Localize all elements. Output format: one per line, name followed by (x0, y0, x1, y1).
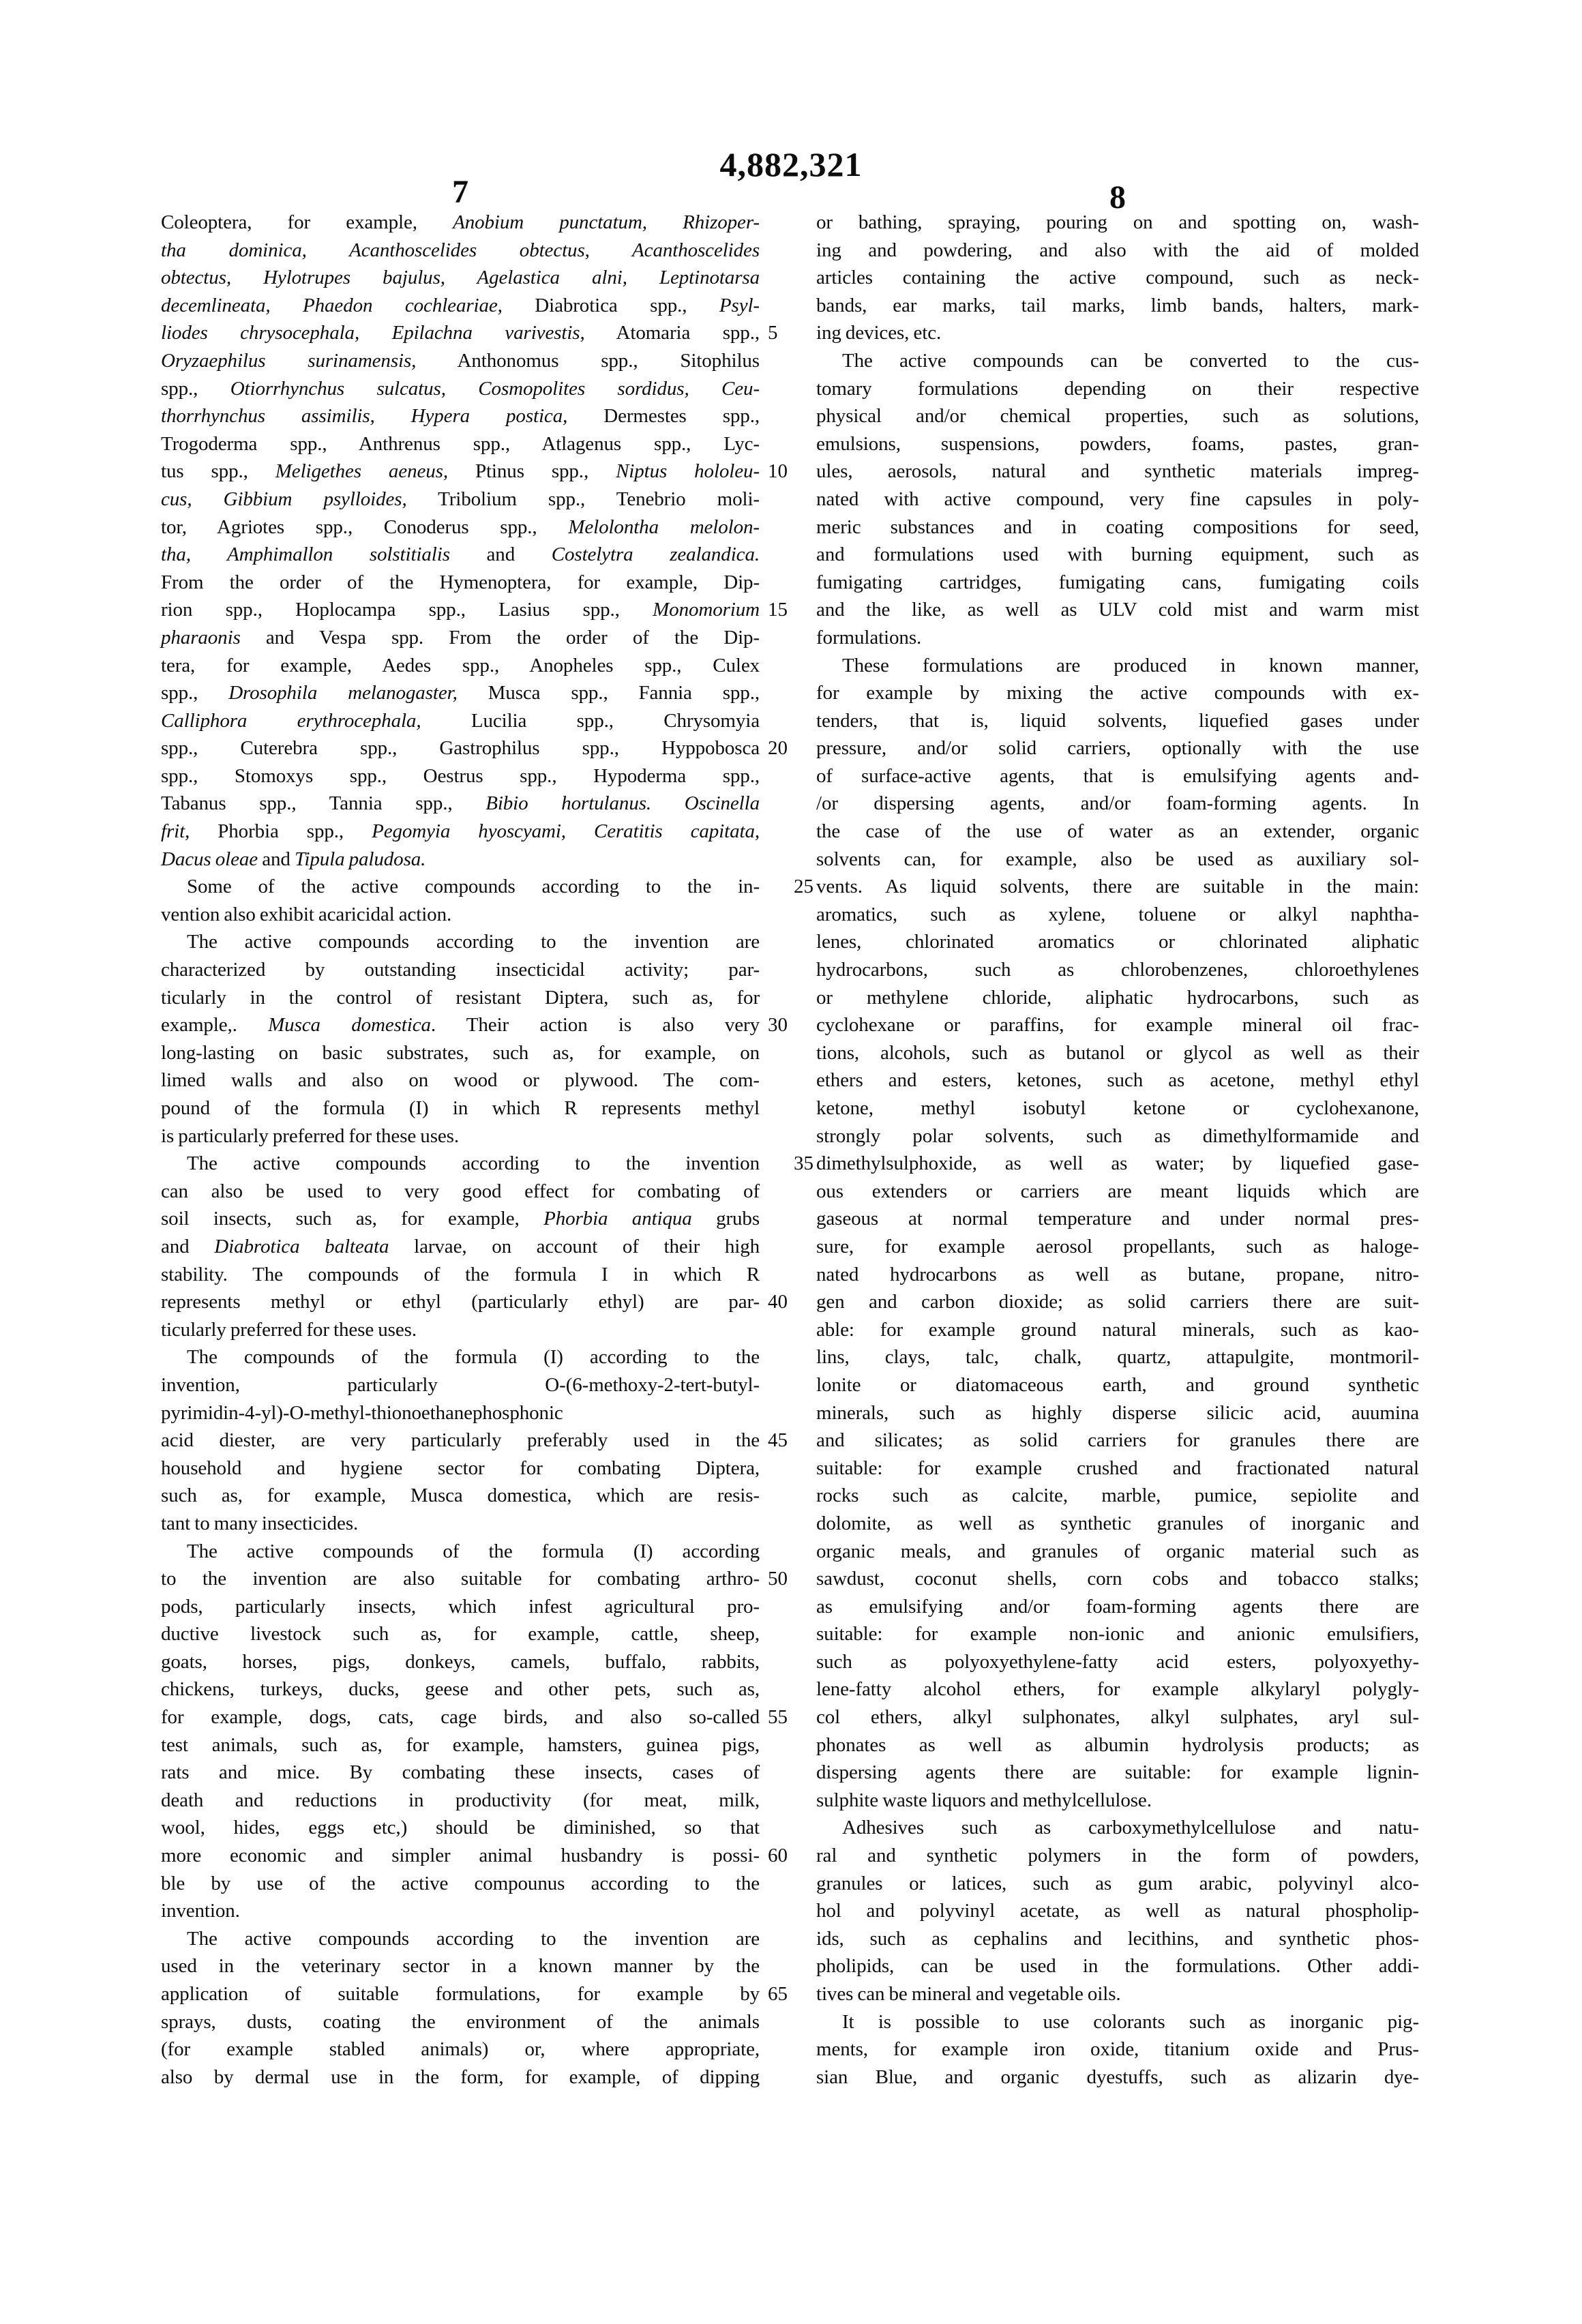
text-line: pharaonis and Vespa spp. From the order of the Dip- (161, 626, 760, 649)
text-line: able: for example ground natural minerals, such as kao- (816, 1318, 1419, 1341)
text-line: used in the veterinary sector in a known manner by the (161, 1955, 760, 1978)
text-line: pyrimidin-4-yl)-O-methyl-thionoethanephosphonic (161, 1401, 563, 1424)
text-line: Tabanus spp., Tannia spp., Bibio hortulanus. Oscinella (161, 792, 760, 815)
text-line: the case of the use of water as an extender, organic (816, 820, 1419, 843)
paragraph (161, 1150, 814, 1343)
text-line: meric substances and in coating compositions for seed, (816, 516, 1419, 538)
text-line: physical and/or chemical properties, such as solutions, (816, 405, 1419, 428)
line-number: 20 (768, 737, 788, 760)
text-line: ethers and esters, ketones, such as acetone, methyl ethyl (816, 1069, 1419, 1092)
paragraph (816, 347, 1419, 652)
line-number: 15 (768, 599, 788, 621)
text-line: The active compounds can be converted to the cus- (842, 349, 1419, 372)
text-line: spp., Cuterebra spp., Gastrophilus spp., Hyppobosca 20 (161, 734, 760, 762)
text-line: articles containing the active compound, such as neck- (816, 267, 1419, 289)
line-number: 5 (768, 322, 778, 344)
paragraph (161, 209, 788, 873)
text-line: gen and carbon dioxide; as solid carriers there are suit- (816, 1291, 1419, 1313)
text-line: tha, Amphimallon solstitialis and Costelytra zealandica. (161, 543, 760, 566)
text-line: spp., Otiorrhynchus sulcatus, Cosmopolites sordidus, Ceu- (161, 377, 760, 400)
text-line: sprays, dusts, coating the environment of the animals (161, 2010, 760, 2033)
paragraph (161, 873, 814, 928)
text-line: dimethylsulphoxide, as well as water; by liquefied gase- (816, 1152, 1419, 1175)
text-line: obtectus, Hylotrupes bajulus, Agelastica alni, Leptinotarsa (161, 267, 760, 289)
text-line: represents methyl or ethyl (particularly ethyl) are par- 40 (161, 1288, 760, 1316)
text-line: emulsions, suspensions, powders, foams, pastes, gran- (816, 432, 1419, 455)
text-line: tenders, that is, liquid solvents, liquefied gases under (816, 709, 1419, 732)
text-line: The compounds of the formula (I) according to the (187, 1346, 760, 1369)
text-line: to the invention are also suitable for combating arthro- 50 (161, 1565, 760, 1593)
text-line: nated with active compound, very fine capsules in poly- (816, 488, 1419, 510)
text-line: solvents can, for example, also be used as auxiliary sol- (816, 848, 1419, 870)
text-line: cus, Gibbium psylloides, Tribolium spp., Tenebrio moli- (161, 488, 760, 510)
text-line: suitable: for example non-ionic and anionic emulsifiers, (816, 1623, 1419, 1645)
text-line: lenes, chlorinated aromatics or chlorinated aliphatic (816, 931, 1419, 953)
text-line: bands, ear marks, tail marks, limb bands, halters, mark- (816, 294, 1419, 316)
text-line: limed walls and also on wood or plywood. The com- (161, 1069, 760, 1092)
paragraph (816, 1814, 1419, 2008)
paragraph (816, 209, 1419, 347)
text-line: for example by mixing the active compounds with ex- (816, 682, 1419, 704)
text-line: and formulations used with burning equipment, such as (816, 543, 1419, 566)
text-line: spp., Stomoxys spp., Oestrus spp., Hypoderma spp., (161, 764, 760, 787)
text-line: pressure, and/or solid carriers, optionally with the use (816, 737, 1419, 760)
text-line: Trogoderma spp., Anthrenus spp., Atlagenus spp., Lyc- (161, 432, 760, 455)
right-column-number: 8 (1109, 179, 1126, 215)
text-line: suitable: for example crushed and fractionated natural (816, 1457, 1419, 1479)
text-line: tant to many insecticides. (161, 1512, 359, 1534)
text-line: (for example stabled animals) or, where appropriate, (161, 2038, 760, 2061)
text-line: It is possible to use colorants such as inorganic pig- (842, 2010, 1419, 2033)
paragraph (161, 928, 788, 1150)
text-line: formulations. (816, 626, 922, 649)
text-line: vention also exhibit acaricidal action. (161, 903, 452, 925)
text-line: decemlineata, Phaedon cochleariae, Diabrotica spp., Psyl- (161, 294, 760, 316)
paragraph (161, 1343, 788, 1537)
line-number: 45 (768, 1429, 788, 1452)
text-line: such as polyoxyethylene-fatty acid esters, polyoxyethy- (816, 1650, 1419, 1673)
text-line: ments, for example iron oxide, titanium oxide and Prus- (816, 2038, 1419, 2061)
text-line: lins, clays, talc, chalk, quartz, attapulgite, montmoril- (816, 1346, 1419, 1369)
text-line: acid diester, are very particularly preferably used in the 45 (161, 1427, 760, 1455)
line-number: 50 (768, 1568, 788, 1590)
text-line: invention, particularly O-(6-methoxy-2-tert-butyl- (161, 1373, 760, 1396)
line-number: 25 (794, 876, 814, 898)
text-line: ous extenders or carriers are meant liquids which are (816, 1180, 1419, 1202)
text-line: ticularly preferred for these uses. (161, 1318, 417, 1341)
text-line: stability. The compounds of the formula I in which R (161, 1263, 760, 1285)
text-line: rocks such as calcite, marble, pumice, sepiolite and (816, 1485, 1419, 1507)
text-line: and Diabrotica balteata larvae, on account of their high (161, 1235, 760, 1257)
text-line: tions, alcohols, such as butanol or glycol as well as their (816, 1041, 1419, 1064)
text-line: organic meals, and granules of organic material such as (816, 1540, 1419, 1562)
text-line: The active compounds according to the invention are (187, 1927, 760, 1950)
text-line: soil insects, such as, for example, Phorbia antiqua grubs (161, 1208, 760, 1230)
text-line: gaseous at normal temperature and under normal pres- (816, 1208, 1419, 1230)
text-line: strongly polar solvents, such as dimethylformamide and (816, 1124, 1419, 1147)
text-line: ing and powdering, and also with the aid of molded (816, 239, 1419, 261)
text-line: ids, such as cephalins and lecithins, and synthetic phos- (816, 1927, 1419, 1950)
text-line: ble by use of the active compounus according to the (161, 1872, 760, 1894)
text-line: ductive livestock such as, for example, cattle, sheep, (161, 1623, 760, 1645)
text-line: Adhesives such as carboxymethylcellulose and natu- (842, 1817, 1419, 1839)
text-line: can also be used to very good effect for combating of (161, 1180, 760, 1202)
line-number: 40 (768, 1291, 788, 1313)
line-number: 30 (768, 1014, 788, 1037)
text-line: ral and synthetic polymers in the form of powders, (816, 1845, 1419, 1867)
text-line: tha dominica, Acanthoscelides obtectus, Acanthoscelides (161, 239, 760, 261)
text-line: more economic and simpler animal husbandry is possi- 60 (161, 1842, 760, 1870)
text-line: pholipids, can be used in the formulations. Other addi- (816, 1955, 1419, 1978)
text-line: sure, for example aerosol propellants, such as haloge- (816, 1235, 1419, 1257)
text-line: characterized by outstanding insecticidal activity; par- (161, 959, 760, 981)
text-line: such as, for example, Musca domestica, which are resis- (161, 1485, 760, 1507)
text-line: ketone, methyl isobutyl ketone or cyclohexanone, (816, 1097, 1419, 1119)
text-line: tives can be mineral and vegetable oils. (816, 1983, 1121, 2005)
text-line: hol and polyvinyl acetate, as well as natural phospholip- (816, 1900, 1419, 1922)
text-line: sawdust, coconut shells, corn cobs and tobacco stalks; (816, 1568, 1419, 1590)
text-line: is particularly preferred for these uses. (161, 1124, 459, 1147)
text-line: ticularly in the control of resistant Diptera, such as, for (161, 986, 760, 1009)
text-line: granules or latices, such as gum arabic, polyvinyl alco- (816, 1872, 1419, 1894)
text-line: ules, aerosols, natural and synthetic materials impreg- (816, 460, 1419, 483)
text-line: Some of the active compounds according to the in- 25 (161, 873, 760, 901)
text-line: spp., Drosophila melanogaster, Musca spp., Fannia spp., (161, 682, 760, 704)
text-line: of surface-active agents, that is emulsifying agents and- (816, 764, 1419, 787)
text-line: long-lasting on basic substrates, such as, for example, on (161, 1041, 760, 1064)
text-line: hydrocarbons, such as chlorobenzenes, chloroethylenes (816, 959, 1419, 981)
text-line: liodes chrysocephala, Epilachna varivestis, Atomaria spp., 5 (161, 319, 760, 347)
text-line: Calliphora erythrocephala, Lucilia spp., Chrysomyia (161, 709, 760, 732)
text-line: The active compounds according to the invention 35 (161, 1150, 760, 1178)
text-line: minerals, such as highly disperse silicic acid, auumina (816, 1401, 1419, 1424)
text-line: death and reductions in productivity (for meat, milk, (161, 1789, 760, 1811)
text-line: pound of the formula (I) in which R represents methyl (161, 1097, 760, 1119)
text-line: /or dispersing agents, and/or foam-forming agents. In (816, 792, 1419, 815)
text-line: rats and mice. By combating these insects, cases of (161, 1761, 760, 1784)
text-line: lonite or diatomaceous earth, and ground synthetic (816, 1373, 1419, 1396)
text-line: or bathing, spraying, pouring on and spotting on, wash- (816, 211, 1419, 233)
line-number: 55 (768, 1706, 788, 1729)
text-line: tera, for example, Aedes spp., Anopheles spp., Culex (161, 654, 760, 676)
text-line: wool, hides, eggs etc,) should be diminished, so that (161, 1817, 760, 1839)
text-line: example,. Musca domestica. Their action is also very 30 (161, 1011, 760, 1039)
line-number: 65 (768, 1983, 788, 2005)
text-line: and the like, as well as ULV cold mist and warm mist (816, 599, 1419, 621)
paragraph (161, 1538, 788, 1925)
line-number: 10 (768, 460, 788, 483)
text-line: also by dermal use in the form, for example, of dipping (161, 2066, 760, 2088)
text-line: application of suitable formulations, for example by 65 (161, 1980, 760, 2008)
text-line: tus spp., Meligethes aeneus, Ptinus spp., Niptus hololeu- 10 (161, 458, 760, 486)
text-line: dolomite, as well as synthetic granules of inorganic and (816, 1512, 1419, 1534)
text-line: dispersing agents there are suitable: for example lignin- (816, 1761, 1419, 1784)
text-line: chickens, turkeys, ducks, geese and other pets, such as, (161, 1678, 760, 1701)
text-line: From the order of the Hymenoptera, for example, Dip- (161, 571, 760, 593)
text-line: or methylene chloride, aliphatic hydrocarbons, such as (816, 986, 1419, 1009)
text-line: sulphite waste liquors and methylcellulose. (816, 1789, 1152, 1811)
text-line: and silicates; as solid carriers for granules there are (816, 1429, 1419, 1452)
text-line: Oryzaephilus surinamensis, Anthonomus spp., Sitophilus (161, 349, 760, 372)
text-line: sian Blue, and organic dyestuffs, such as alizarin dye- (816, 2066, 1419, 2088)
text-line: tomary formulations depending on their respective (816, 377, 1419, 400)
text-line: The active compounds of the formula (I) according (187, 1540, 760, 1562)
text-line: The active compounds according to the invention are (187, 931, 760, 953)
paragraph (161, 1925, 788, 2091)
text-line: test animals, such as, for example, hamsters, guinea pigs, (161, 1733, 760, 1756)
text-line: These formulations are produced in known manner, (842, 654, 1419, 676)
text-line: nated hydrocarbons as well as butane, propane, nitro- (816, 1263, 1419, 1285)
paragraph (816, 652, 1419, 1815)
paragraph (816, 2008, 1419, 2091)
text-line: Dacus oleae and Tipula paludosa. (161, 848, 426, 870)
text-line: pods, particularly insects, which infest agricultural pro- (161, 1595, 760, 1618)
patent-number: 4,882,321 (719, 145, 863, 183)
line-number: 35 (794, 1152, 814, 1175)
text-line: ing devices, etc. (816, 322, 942, 344)
right-column-text (816, 209, 1419, 2091)
text-line: Coleoptera, for example, Anobium punctatum, Rhizoper- (161, 211, 760, 233)
line-number: 60 (768, 1845, 788, 1867)
left-column-number: 7 (452, 174, 468, 210)
text-line: thorrhynchus assimilis, Hypera postica, Dermestes spp., (161, 405, 760, 428)
text-line: rion spp., Hoplocampa spp., Lasius spp., Monomorium 15 (161, 596, 760, 624)
text-line: cyclohexane or paraffins, for example mineral oil frac- (816, 1014, 1419, 1037)
text-line: household and hygiene sector for combating Diptera, (161, 1457, 760, 1479)
text-line: aromatics, such as xylene, toluene or alkyl naphtha- (816, 903, 1419, 925)
text-line: vents. As liquid solvents, there are suitable in the main: (816, 876, 1419, 898)
text-line: fumigating cartridges, fumigating cans, fumigating coils (816, 571, 1419, 593)
text-line: frit, Phorbia spp., Pegomyia hyoscyami, Ceratitis capitata, (161, 820, 760, 843)
text-line: col ethers, alkyl sulphonates, alkyl sulphates, aryl sul- (816, 1706, 1419, 1729)
left-column-text (161, 209, 814, 2091)
text-line: goats, horses, pigs, donkeys, camels, buffalo, rabbits, (161, 1650, 760, 1673)
text-line: lene-fatty alcohol ethers, for example alkylaryl polygly- (816, 1678, 1419, 1701)
text-line: as emulsifying and/or foam-forming agents there are (816, 1595, 1419, 1618)
text-line: phonates as well as albumin hydrolysis products; as (816, 1733, 1419, 1756)
text-line: invention. (161, 1900, 240, 1922)
text-line: for example, dogs, cats, cage birds, and also so-called 55 (161, 1703, 760, 1731)
text-line: tor, Agriotes spp., Conoderus spp., Melolontha melolon- (161, 516, 760, 538)
